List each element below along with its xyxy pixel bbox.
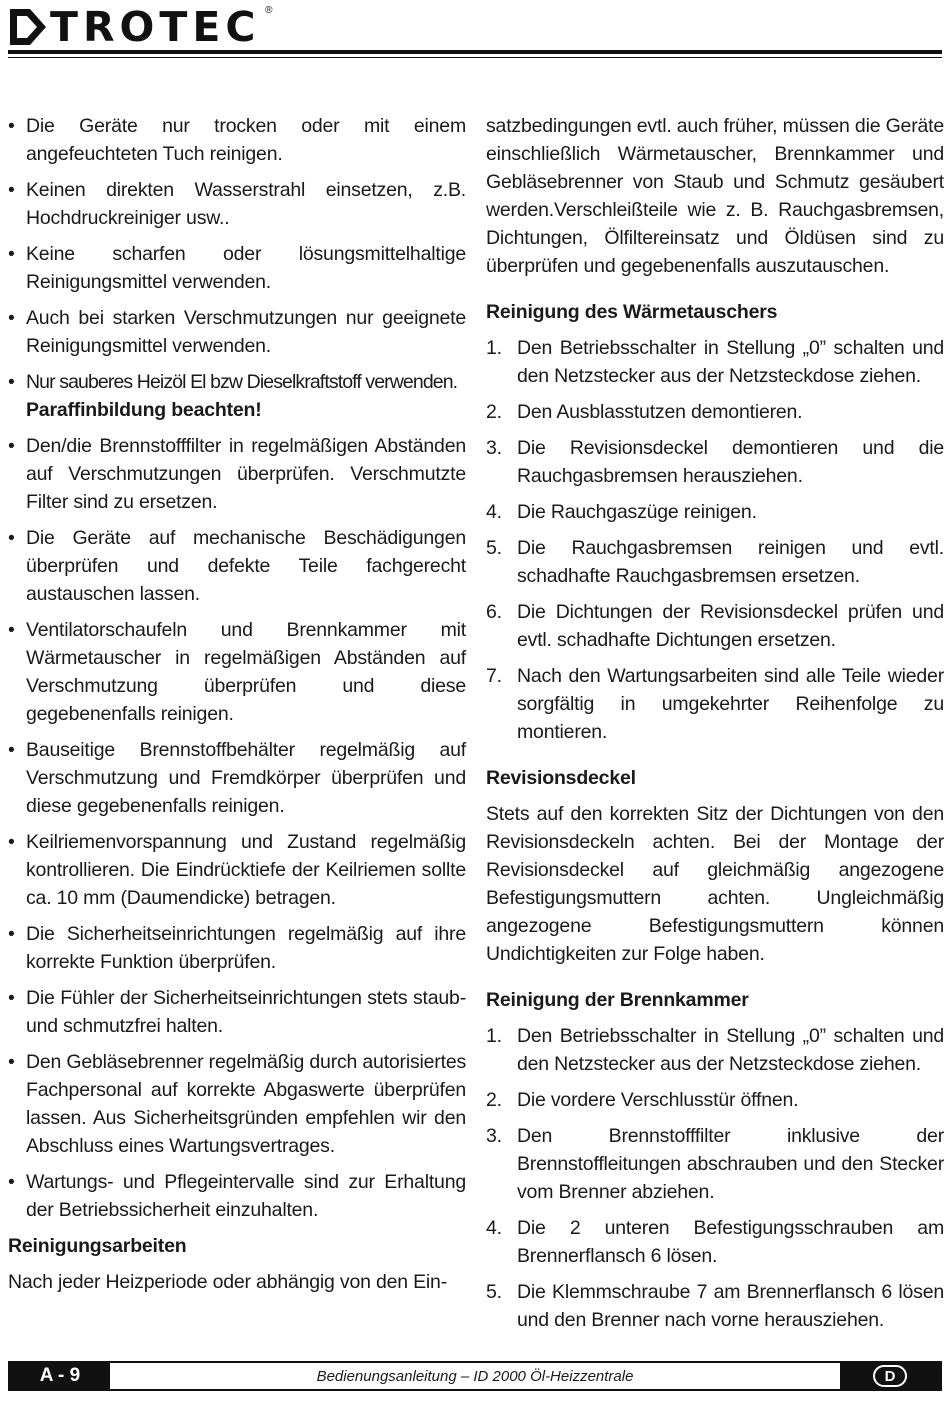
trotec-logo-icon xyxy=(8,7,48,47)
header-rule-thin xyxy=(8,57,942,58)
step-text: Den Ausblasstutzen demontieren. xyxy=(517,401,803,423)
heat-exchanger-heading: Reinigung des Wärmetauschers xyxy=(486,301,778,323)
list-item: • Bauseitige Brennstoffbehälter regelmäßig auf Verschmutzung und Fremdkörper überprüfen und diese gegebenenfalls reinigen. xyxy=(8,736,466,820)
manual-title: Bedienungsanleitung – ID 2000 Öl-Heizzentrale xyxy=(316,1367,634,1385)
step-text: Den Brennstofffilter inklusive der Brennstoffleitungen abschrauben und den Stecker vom Brenner abziehen. xyxy=(517,1125,944,1203)
step-text: Die Revisionsdeckel demontieren und die Rauchgasbremsen herausziehen. xyxy=(517,437,944,487)
step-number: 2. xyxy=(486,401,502,423)
maintenance-list xyxy=(8,112,466,1224)
step-number: 4. xyxy=(486,1217,502,1239)
step-number: 6. xyxy=(486,601,502,623)
cleaning-heading: Reinigungsarbeiten xyxy=(8,1235,187,1257)
list-item: • Den Gebläsebrenner regelmäßig durch autorisiertes Fachpersonal auf korrekte Abgaswerte überprüfen lassen. Aus Sicherheitsgründen empfehlen wir den Abschluss eines Wartungsvertrages. xyxy=(8,1048,466,1160)
registered-mark: ® xyxy=(265,4,273,16)
step-text: Die vordere Verschlusstür öffnen. xyxy=(517,1089,799,1111)
step-text: Den Betriebsschalter in Stellung „0” schalten und den Netzstecker aus der Netzsteckdose ziehen. xyxy=(517,337,944,387)
step-item xyxy=(486,534,944,590)
step-item xyxy=(486,334,944,390)
list-item: • Keine scharfen oder lösungsmittelhaltige Reinigungsmittel verwenden. xyxy=(8,240,466,296)
step-item xyxy=(486,598,944,654)
language-code: D xyxy=(873,1365,907,1387)
page-footer xyxy=(8,1361,942,1391)
step-number: 1. xyxy=(486,1025,502,1047)
step-text: Die 2 unteren Befestigungsschrauben am Brennerflansch 6 lösen. xyxy=(517,1217,944,1267)
list-item: • Keilriemenvorspannung und Zustand regelmäßig kontrollieren. Die Eindrücktiefe der Keilriemen sollte ca. 10 mm (Daumendicke) betragen. xyxy=(8,828,466,912)
step-number: 3. xyxy=(486,1125,502,1147)
list-item: • Keinen direkten Wasserstrahl einsetzen, z.B. Hochdruckreiniger usw.. xyxy=(8,176,466,232)
step-item xyxy=(486,1122,944,1206)
step-number: 5. xyxy=(486,1281,502,1303)
revision-heading: Revisionsdeckel xyxy=(486,767,636,789)
list-item: • Die Fühler der Sicherheitseinrichtungen stets staub- und schmutzfrei halten. xyxy=(8,984,466,1040)
step-item xyxy=(486,662,944,746)
list-item: • Auch bei starken Verschmutzungen nur geeignete Reinigungsmittel verwenden. xyxy=(8,304,466,360)
combustion-steps xyxy=(486,1022,944,1334)
language-badge xyxy=(840,1363,940,1389)
list-item: • Wartungs- und Pflegeintervalle sind zur Erhaltung der Betriebssicherheit einzuhalten. xyxy=(8,1168,466,1224)
combustion-heading: Reinigung der Brennkammer xyxy=(486,989,749,1011)
step-item xyxy=(486,1278,944,1334)
paraffin-note: Paraffinbildung beachten! xyxy=(26,399,262,421)
heat-exchanger-steps xyxy=(486,334,944,746)
list-item: • Die Geräte auf mechanische Beschädigungen überprüfen und defekte Teile fachgerecht austauschen lassen. xyxy=(8,524,466,608)
cleaning-text-continued: satzbedingungen evtl. auch früher, müssen die Geräte einschließlich Wärmetauscher, Brennkammer und Gebläsebrenner von Staub und Schmutz gesäubert werden.Verschleißteile wie z. B. Rauchgasbremsen, Dichtungen, Ölfiltereinsatz und Öldüsen sind zu überprüfen und gegebenenfalls auszutauschen. xyxy=(486,115,944,277)
step-number: 5. xyxy=(486,537,502,559)
step-text: Die Dichtungen der Revisionsdeckel prüfen und evtl. schadhafte Dichtungen ersetzen. xyxy=(517,601,944,651)
step-number: 2. xyxy=(486,1089,502,1111)
step-item xyxy=(486,398,944,426)
list-item: • Ventilatorschaufeln und Brennkammer mit Wärmetauscher in regelmäßigen Abständen auf Verschmutzung überprüfen und diese gegebenenfalls reinigen. xyxy=(8,616,466,728)
step-text: Die Rauchgasbremsen reinigen und evtl. schadhafte Rauchgasbremsen ersetzen. xyxy=(517,537,944,587)
step-item xyxy=(486,1022,944,1078)
step-item xyxy=(486,434,944,490)
step-number: 3. xyxy=(486,437,502,459)
brand-logo xyxy=(8,2,273,51)
step-text: Die Rauchgaszüge reinigen. xyxy=(517,501,757,523)
list-item: • Die Sicherheitseinrichtungen regelmäßig auf ihre korrekte Funktion überprüfen. xyxy=(8,920,466,976)
right-column xyxy=(486,112,944,1342)
step-text: Nach den Wartungsarbeiten sind alle Teile wieder sorgfältig in umgekehrter Reihenfolge zu montieren. xyxy=(517,665,944,743)
list-item: • Nur sauberes Heizöl El bzw Dieselkraftstoff verwenden. Paraffinbildung beachten! xyxy=(8,368,466,424)
list-item: • Die Geräte nur trocken oder mit einem angefeuchteten Tuch reinigen. xyxy=(8,112,466,168)
revision-text: Stets auf den korrekten Sitz der Dichtungen von den Revisionsdeckeln achten. Bei der Montage der Revisionsdeckel auf gleichmäßig angezogene Befestigungsmuttern achten. Ungleichmäßig angezogene Befestigungsmuttern können Undichtigkeiten zur Folge haben. xyxy=(486,803,944,965)
list-item: • Den/die Brennstofffilter in regelmäßigen Abständen auf Verschmutzungen überprüfen. Verschmutzte Filter sind zu ersetzen. xyxy=(8,432,466,516)
step-number: 4. xyxy=(486,501,502,523)
left-column xyxy=(8,112,466,1304)
step-number: 7. xyxy=(486,665,502,687)
page-number: A - 9 xyxy=(10,1363,110,1389)
step-text: Die Klemmschraube 7 am Brennerflansch 6 lösen und den Brenner nach vorne herausziehen. xyxy=(517,1281,944,1331)
step-number: 1. xyxy=(486,337,502,359)
brand-name: TROTEC xyxy=(50,2,261,51)
cleaning-text-start: Nach jeder Heizperiode oder abhängig von den Ein- xyxy=(8,1271,447,1293)
step-item xyxy=(486,498,944,526)
header-rule-thick xyxy=(8,50,942,54)
step-item xyxy=(486,1214,944,1270)
step-item xyxy=(486,1086,944,1114)
step-text: Den Betriebsschalter in Stellung „0” schalten und den Netzstecker aus der Netzsteckdose ziehen. xyxy=(517,1025,944,1075)
